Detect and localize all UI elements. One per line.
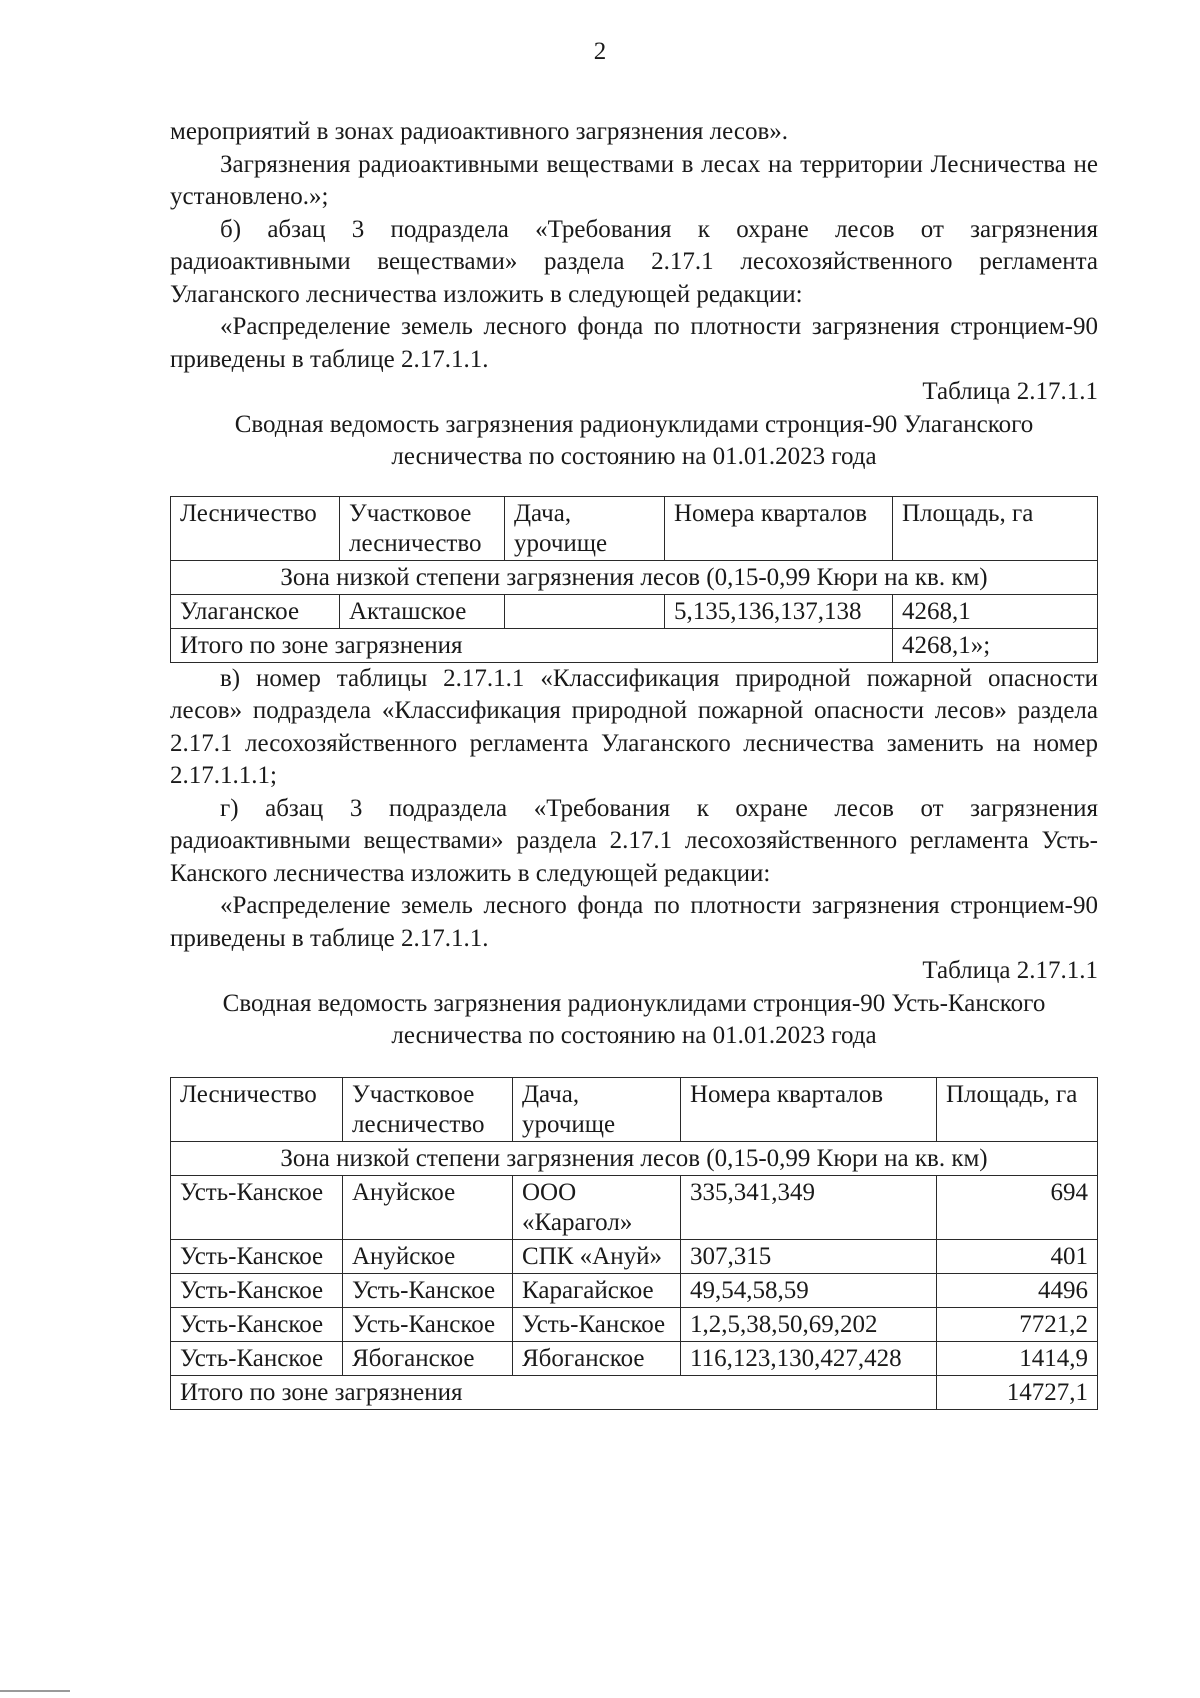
- header-cell: Площадь, га: [893, 496, 1098, 560]
- table-cell: Усть-Канское: [171, 1341, 343, 1375]
- document-body: [170, 116, 1098, 1410]
- total-value: 4268,1»;: [893, 628, 1098, 662]
- table-cell: Усть-Канское: [513, 1307, 681, 1341]
- table-header-row: [171, 1077, 1098, 1141]
- table-cell: ООО «Карагол»: [513, 1175, 681, 1239]
- table-cell: Ануйское: [343, 1239, 513, 1273]
- table-caption: Сводная ведомость загрязнения радионуклидами стронция-90 Улаганского лесничества по состоянию на 01.01.2023 года: [234, 410, 1034, 470]
- total-label: Итого по зоне загрязнения: [171, 628, 893, 662]
- table-row: [171, 1239, 1098, 1273]
- paragraph: в) номер таблицы 2.17.1.1 «Классификация природной пожарной опасности лесов» подраздела «Классификация природной пожарной опасности лесов» раздела 2.17.1 лесохозяйственного регламента Улаганского лесничества заменить на номер 2.17.1.1.1;: [170, 664, 1098, 789]
- table-row: [171, 1307, 1098, 1341]
- table-cell: Усть-Канское: [343, 1273, 513, 1307]
- table-label: Таблица 2.17.1.1: [922, 957, 1098, 984]
- table-row: [171, 1273, 1098, 1307]
- contamination-table-ust-kan: [170, 1077, 1098, 1410]
- table-cell: Карагайское: [513, 1273, 681, 1307]
- table-cell: [505, 594, 665, 628]
- header-cell: Участковое лесничество: [343, 1077, 513, 1141]
- table-row: [171, 594, 1098, 628]
- header-cell: Лесничество: [171, 496, 340, 560]
- table-cell: Ябоганское: [343, 1341, 513, 1375]
- header-cell: Номера кварталов: [681, 1077, 937, 1141]
- total-row: [171, 1375, 1098, 1409]
- table-cell: 401: [937, 1239, 1098, 1273]
- contamination-table-ulagan: [170, 496, 1098, 663]
- zone-row: [171, 560, 1098, 594]
- header-cell: Номера кварталов: [665, 496, 893, 560]
- table-cell: 4496: [937, 1273, 1098, 1307]
- paragraph: «Распределение земель лесного фонда по плотности загрязнения стронцием-90 приведены в таблице 2.17.1.1.: [170, 313, 1098, 373]
- table-cell: Усть-Канское: [171, 1175, 343, 1239]
- scan-edge-mark: [0, 1690, 70, 1692]
- table-cell: 1414,9: [937, 1341, 1098, 1375]
- page-number: 2: [593, 38, 607, 65]
- table-cell: 5,135,136,137,138: [665, 594, 893, 628]
- table-cell: 335,341,349: [681, 1175, 937, 1239]
- table-cell: 307,315: [681, 1239, 937, 1273]
- table-cell: Усть-Канское: [171, 1239, 343, 1273]
- header-cell: Площадь, га: [937, 1077, 1098, 1141]
- table-cell: 49,54,58,59: [681, 1273, 937, 1307]
- zone-row: [171, 1141, 1098, 1175]
- table-cell: СПК «Ануй»: [513, 1239, 681, 1273]
- table-row: [171, 1175, 1098, 1239]
- table-cell: 4268,1: [893, 594, 1098, 628]
- paragraph: мероприятий в зонах радиоактивного загрязнения лесов».: [170, 118, 789, 145]
- table-cell: 116,123,130,427,428: [681, 1341, 937, 1375]
- table-cell: 694: [937, 1175, 1098, 1239]
- header-cell: Дача, урочище: [505, 496, 665, 560]
- table-cell: Усть-Канское: [171, 1307, 343, 1341]
- table-cell: Ябоганское: [513, 1341, 681, 1375]
- table-cell: Ануйское: [343, 1175, 513, 1239]
- zone-cell: Зона низкой степени загрязнения лесов (0,15-0,99 Кюри на кв. км): [171, 1141, 1098, 1175]
- table-cell: Акташское: [340, 594, 505, 628]
- paragraph: «Распределение земель лесного фонда по плотности загрязнения стронцием-90 приведены в таблице 2.17.1.1.: [170, 892, 1098, 952]
- header-cell: Лесничество: [171, 1077, 343, 1141]
- total-row: [171, 628, 1098, 662]
- paragraph: б) абзац 3 подраздела «Требования к охране лесов от загрязнения радиоактивными веществами» раздела 2.17.1 лесохозяйственного регламента Улаганского лесничества изложить в следующей редакции:: [170, 215, 1098, 308]
- header-cell: Дача, урочище: [513, 1077, 681, 1141]
- zone-cell: Зона низкой степени загрязнения лесов (0,15-0,99 Кюри на кв. км): [171, 560, 1098, 594]
- table-cell: Улаганское: [171, 594, 340, 628]
- table-cell: 1,2,5,38,50,69,202: [681, 1307, 937, 1341]
- table-cell: Усть-Канское: [343, 1307, 513, 1341]
- table-row: [171, 1341, 1098, 1375]
- header-cell: Участковое лесничество: [340, 496, 505, 560]
- paragraph: г) абзац 3 подраздела «Требования к охране лесов от загрязнения радиоактивными веществами» раздела 2.17.1 лесохозяйственного регламента Усть-Канского лесничества изложить в следующей редакции:: [170, 794, 1098, 887]
- table-cell: Усть-Канское: [171, 1273, 343, 1307]
- paragraph: Загрязнения радиоактивными веществами в лесах на территории Лесничества не установлено.»;: [170, 150, 1098, 210]
- table-cell: 7721,2: [937, 1307, 1098, 1341]
- table-header-row: [171, 496, 1098, 560]
- table-caption: Сводная ведомость загрязнения радионуклидами стронция-90 Усть-Канского лесничества по состоянию на 01.01.2023 года: [222, 989, 1046, 1049]
- total-value: 14727,1: [937, 1375, 1098, 1409]
- total-label: Итого по зоне загрязнения: [171, 1375, 937, 1409]
- table-label: Таблица 2.17.1.1: [922, 378, 1098, 405]
